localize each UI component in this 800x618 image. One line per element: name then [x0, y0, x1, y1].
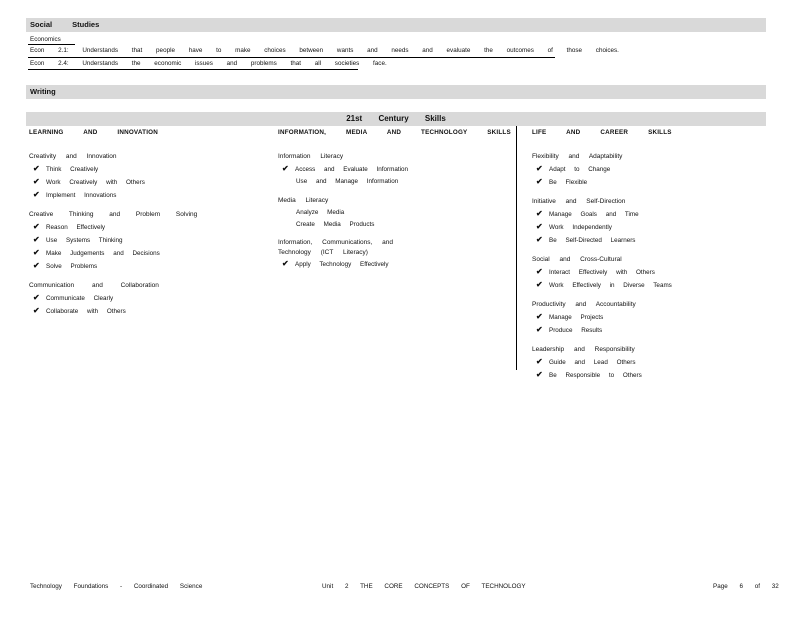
item-label: Adapt to Change: [549, 166, 611, 173]
checkmark-icon: ✔: [536, 280, 543, 289]
group-initiative: [532, 196, 672, 247]
list-item: [29, 234, 197, 247]
list-item: [29, 260, 197, 273]
divider: [28, 44, 75, 45]
group-title: Creativity and Innovation: [29, 153, 117, 160]
item-label: Work Independently: [549, 224, 612, 231]
checkmark-icon: ✔: [33, 190, 40, 199]
item-label: Solve Problems: [46, 263, 98, 270]
group-title: Leadership and Responsibility: [532, 346, 635, 353]
list-item: [29, 176, 197, 189]
list-item: [29, 163, 197, 176]
item-label: Be Self-Directed Learners: [549, 237, 636, 244]
list-item: [532, 266, 672, 279]
group-communication: [29, 280, 197, 318]
standard-econ-2-4: Econ 2.4: Understands the economic issues and problems that all societies face.: [30, 60, 387, 67]
column-heading: LEARNING AND INNOVATION: [29, 129, 158, 136]
checkmark-icon: ✔: [536, 370, 543, 379]
list-item: [278, 207, 511, 219]
standard-econ-2-1: Econ 2.1: Understands that people have to make choices between wants and needs and evaluate the outcomes of those choices.: [30, 47, 619, 54]
group-creativity: [29, 151, 197, 202]
item-label: Access and Evaluate Information: [295, 166, 409, 173]
item-label: Be Responsible to Others: [549, 372, 642, 379]
item-label: Create Media Products: [296, 221, 375, 228]
column-learning-innovation: [29, 129, 197, 325]
footer-course-title: Technology Foundations - Coordinated Science: [30, 583, 203, 590]
item-label: Make Judgements and Decisions: [46, 250, 160, 257]
checkmark-icon: ✔: [33, 306, 40, 315]
item-label: Use Systems Thinking: [46, 237, 123, 244]
group-title: Initiative and Self-Direction: [532, 198, 626, 205]
checkmark-icon: ✔: [536, 267, 543, 276]
group-title: Flexibility and Adaptability: [532, 153, 623, 160]
list-item: [532, 176, 672, 189]
list-item: [532, 208, 672, 221]
checkmark-icon: ✔: [33, 222, 40, 231]
item-label: Produce Results: [549, 327, 603, 334]
checkmark-icon: ✔: [33, 177, 40, 186]
item-label: Communicate Clearly: [46, 295, 114, 302]
checkmark-icon: ✔: [33, 293, 40, 302]
footer-page-number: Page 6 of 32: [713, 583, 779, 590]
group-flexibility: [532, 151, 672, 189]
checkmark-icon: ✔: [536, 312, 543, 321]
list-item: [29, 292, 197, 305]
checkmark-icon: ✔: [536, 177, 543, 186]
checkmark-icon: ✔: [536, 164, 543, 173]
checkmark-icon: ✔: [282, 164, 289, 173]
item-label: Be Flexible: [549, 179, 588, 186]
checkmark-icon: ✔: [536, 209, 543, 218]
checkmark-icon: ✔: [282, 259, 289, 268]
group-title: Information, Communications, and Technology (ICT Literacy): [278, 239, 393, 256]
list-item: [278, 219, 511, 231]
group-social-cross-cultural: [532, 254, 672, 292]
item-label: Manage Goals and Time: [549, 211, 639, 218]
checkmark-icon: ✔: [33, 164, 40, 173]
column-heading: INFORMATION, MEDIA AND TECHNOLOGY SKILLS: [278, 129, 511, 136]
item-label: Guide and Lead Others: [549, 359, 636, 366]
item-label: Collaborate with Others: [46, 308, 126, 315]
divider: [28, 69, 358, 70]
item-label: Manage Projects: [549, 314, 604, 321]
checkmark-icon: ✔: [33, 248, 40, 257]
item-label: Think Creatively: [46, 166, 99, 173]
checkmark-icon: ✔: [536, 222, 543, 231]
group-leadership: [532, 344, 672, 382]
list-item: [532, 279, 672, 292]
item-label: Work Effectively in Diverse Teams: [549, 282, 672, 289]
list-item: [532, 221, 672, 234]
footer-unit-title: Unit 2 THE CORE CONCEPTS OF TECHNOLOGY: [322, 583, 526, 590]
writing-header: [26, 85, 766, 99]
column-divider: [516, 126, 517, 370]
column-life-career: [532, 129, 672, 389]
column-heading: LIFE AND CAREER SKILLS: [532, 129, 672, 136]
group-title: Information Literacy: [278, 153, 344, 160]
item-label: Analyze Media: [296, 209, 345, 216]
item-label: Reason Effectively: [46, 224, 106, 231]
list-item: [29, 189, 197, 202]
social-studies-heading: Social Studies: [30, 20, 100, 29]
group-title: Media Literacy: [278, 197, 329, 204]
writing-heading: Writing: [30, 87, 56, 96]
economics-subheading: Economics: [30, 36, 61, 43]
group-media-literacy: [278, 195, 511, 231]
group-title: Social and Cross-Cultural: [532, 256, 622, 263]
list-item: [532, 234, 672, 247]
list-item: [29, 221, 197, 234]
list-item: [532, 324, 672, 337]
list-item: [278, 163, 511, 176]
social-studies-header: [26, 18, 766, 32]
list-item: [29, 247, 197, 260]
list-item: [278, 176, 511, 188]
divider: [28, 57, 555, 58]
checkmark-icon: ✔: [33, 235, 40, 244]
group-title: Communication and Collaboration: [29, 282, 159, 289]
checkmark-icon: ✔: [33, 261, 40, 270]
skills-header: [26, 112, 766, 126]
list-item: [532, 369, 672, 382]
item-label: Apply Technology Effectively: [295, 261, 389, 268]
list-item: [532, 311, 672, 324]
item-label: Use and Manage Information: [296, 178, 399, 185]
group-title: Productivity and Accountability: [532, 301, 636, 308]
group-ict-literacy: [278, 238, 511, 271]
list-item: [278, 258, 511, 271]
item-label: Implement Innovations: [46, 192, 117, 199]
group-title: Creative Thinking and Problem Solving: [29, 211, 198, 218]
skills-title: 21st Century Skills: [346, 114, 446, 123]
checkmark-icon: ✔: [536, 325, 543, 334]
item-label: Interact Effectively with Others: [549, 269, 655, 276]
checkmark-icon: ✔: [536, 235, 543, 244]
group-critical-thinking: [29, 209, 197, 273]
list-item: [532, 163, 672, 176]
group-productivity: [532, 299, 672, 337]
list-item: [532, 356, 672, 369]
item-label: Work Creatively with Others: [46, 179, 145, 186]
checkmark-icon: ✔: [536, 357, 543, 366]
group-information-literacy: [278, 151, 511, 188]
column-information-media-technology: [278, 129, 511, 278]
list-item: [29, 305, 197, 318]
